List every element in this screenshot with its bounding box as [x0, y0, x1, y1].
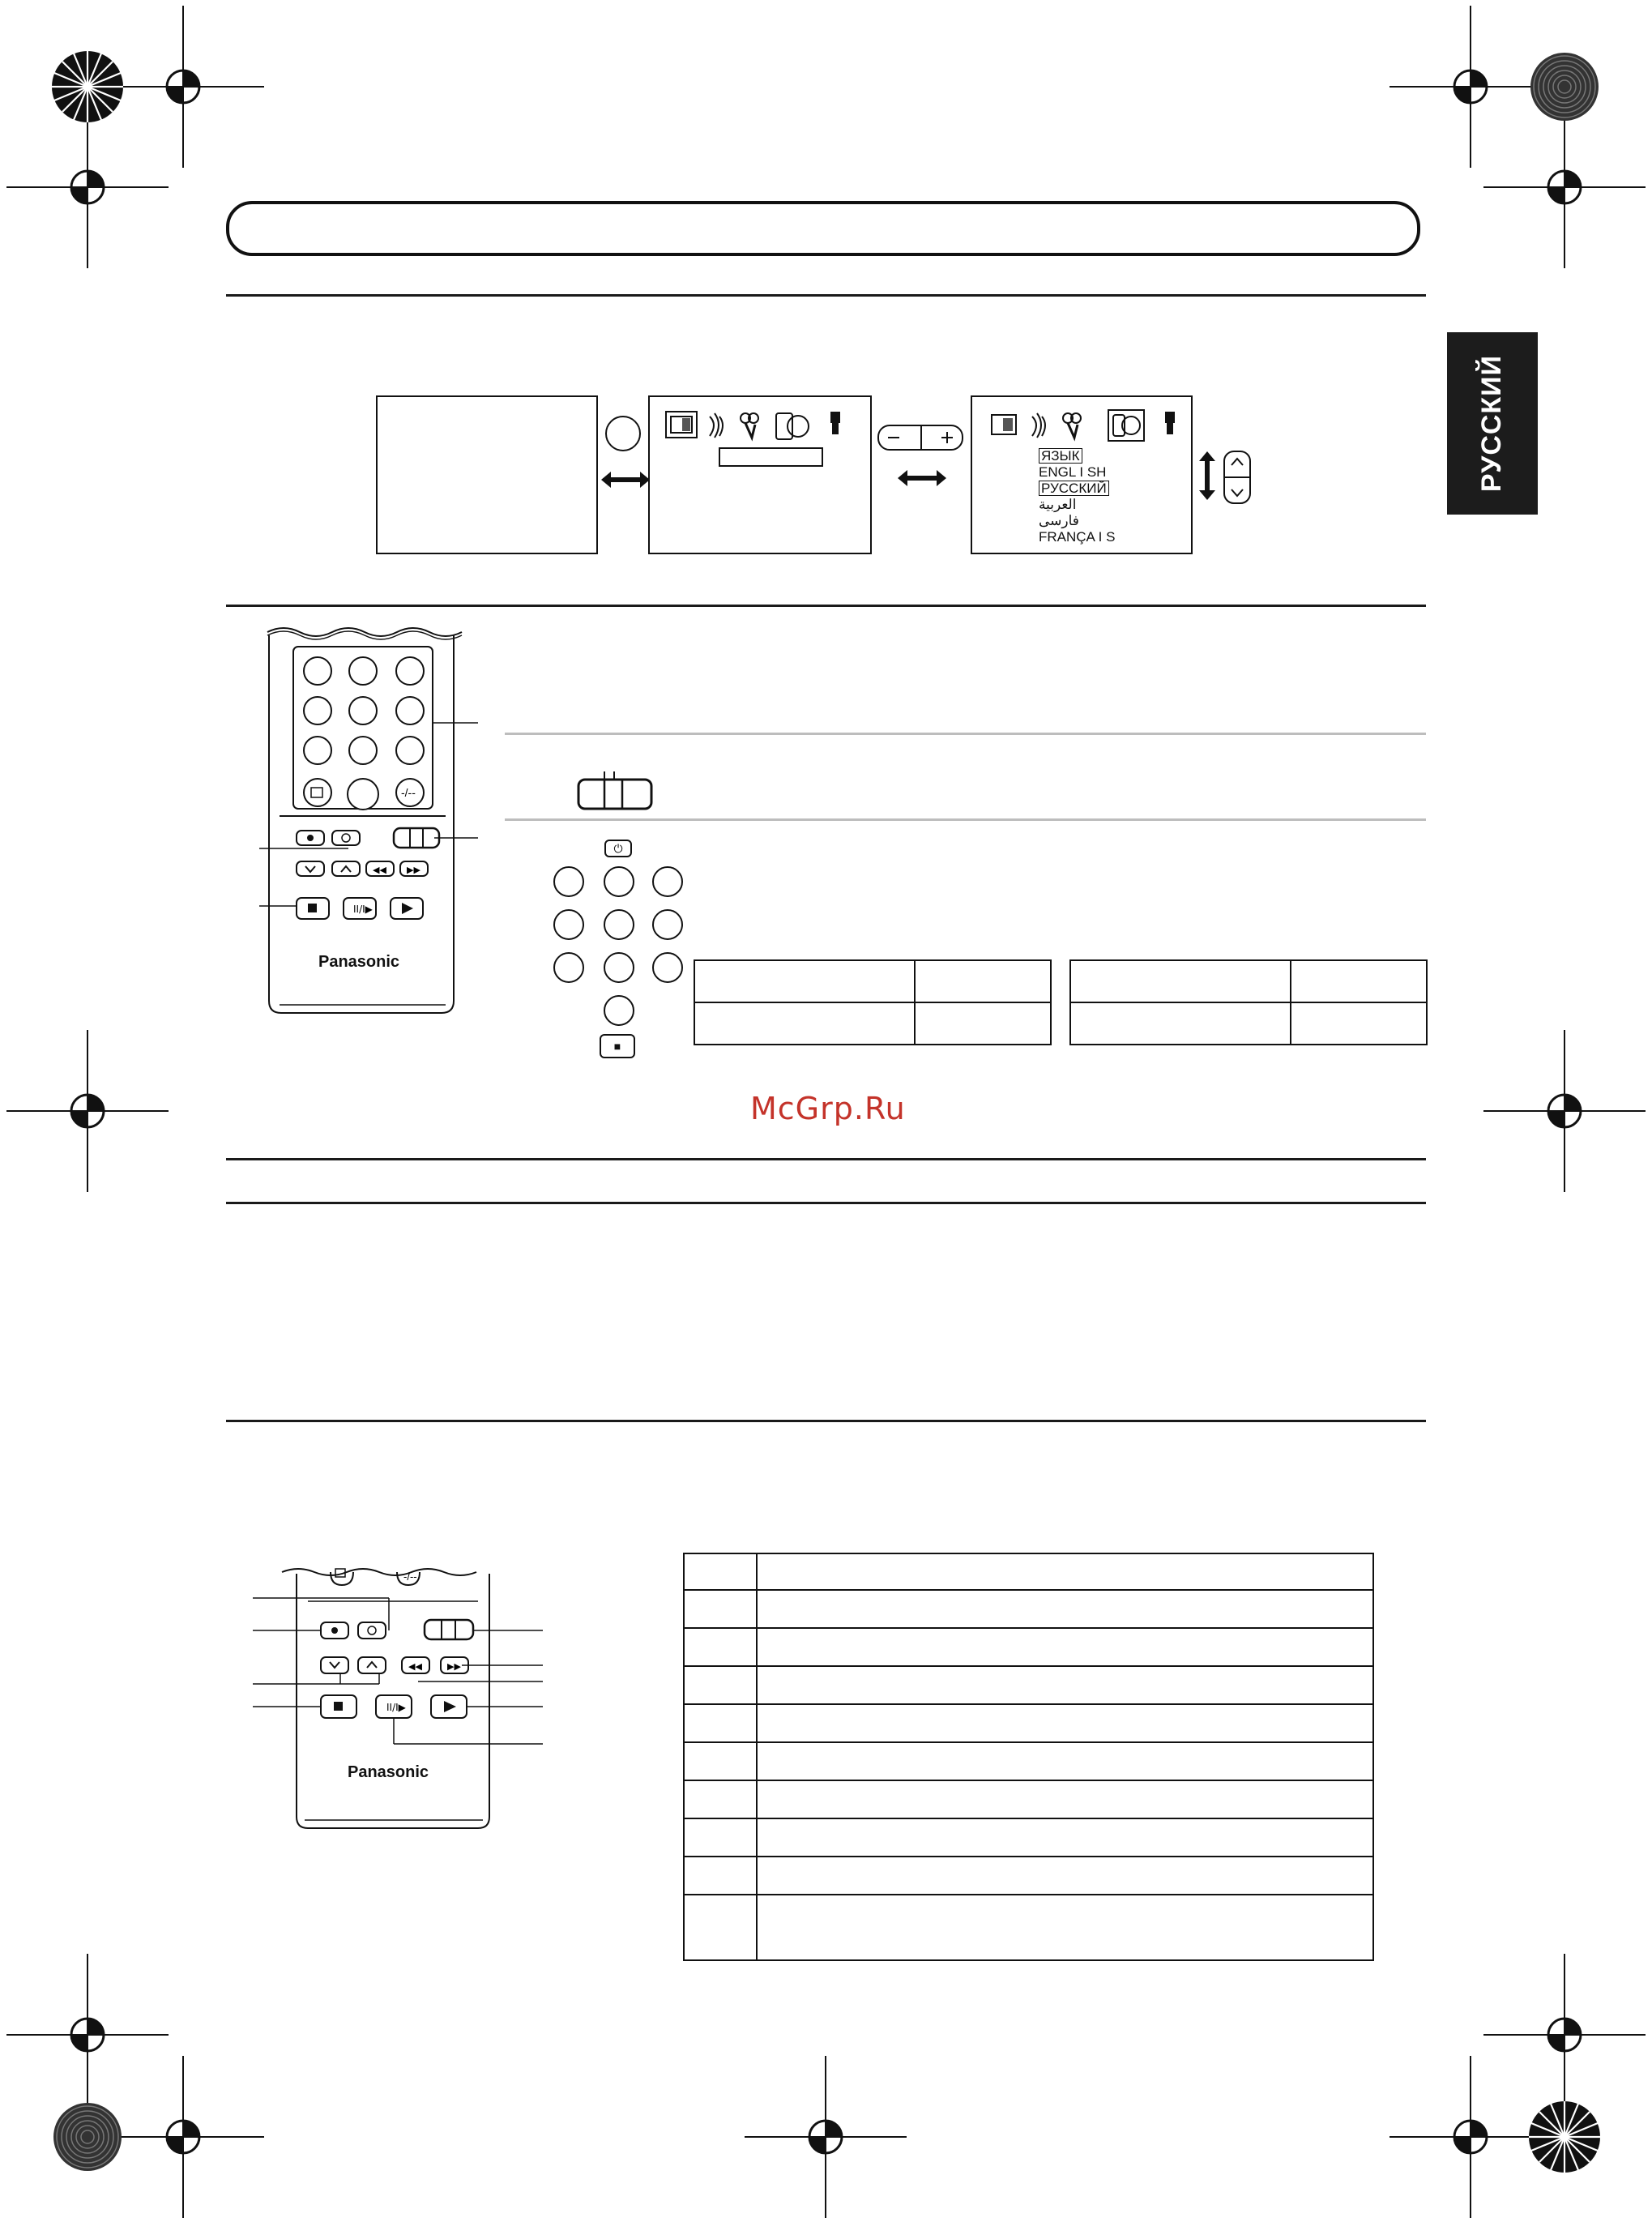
tv-screen-menu	[648, 395, 872, 554]
section-divider	[226, 1420, 1426, 1422]
svg-text:▶▶: ▶▶	[407, 865, 420, 875]
svg-text:▶▶: ▶▶	[447, 1661, 461, 1672]
menu-highlight-bar	[719, 447, 823, 467]
code-table-right	[1069, 959, 1428, 1045]
svg-text:◀◀: ◀◀	[408, 1661, 422, 1672]
grey-divider	[505, 818, 1426, 821]
up-down-button-icon	[1222, 449, 1254, 506]
double-arrow-icon	[896, 468, 948, 488]
standby-button-icon: ⏻	[604, 840, 632, 857]
numpad-button-icon	[652, 909, 683, 940]
svg-text:II/I▶: II/I▶	[353, 904, 373, 915]
numpad-button-icon	[604, 866, 634, 897]
section-divider	[226, 1202, 1426, 1204]
numpad-button-icon	[604, 952, 634, 983]
double-arrow-icon	[600, 470, 651, 489]
section-divider	[226, 294, 1426, 297]
function-table	[683, 1553, 1374, 1961]
language-side-tab-label: РУССКИЙ	[1476, 354, 1508, 493]
stop-button-icon: ■	[600, 1034, 635, 1058]
numpad-button-icon	[553, 952, 584, 983]
numpad-button-icon	[604, 995, 634, 1026]
language-option-farsi[interactable]: فارسی	[1039, 513, 1079, 528]
menu-icons-row	[664, 407, 859, 442]
language-option-arabic[interactable]: العربية	[1039, 497, 1077, 512]
language-list	[1039, 448, 1115, 545]
minus-plus-button-icon	[877, 423, 966, 452]
language-menu-title: ЯЗЫК	[1039, 448, 1082, 464]
tv-screen-blank	[376, 395, 598, 554]
svg-text:◀◀: ◀◀	[373, 865, 386, 875]
language-option-russian[interactable]: РУССКИЙ	[1039, 481, 1109, 496]
section-divider	[226, 1158, 1426, 1160]
menu-icons-row	[987, 407, 1181, 442]
numpad-button-icon	[553, 866, 584, 897]
remote-control-illustration-bottom	[243, 1556, 551, 1831]
menu-button-icon	[605, 416, 641, 451]
numpad-button-icon	[652, 866, 683, 897]
svg-text:II/I▶: II/I▶	[386, 1702, 406, 1713]
svg-text:-/--: -/--	[401, 786, 416, 799]
up-down-arrow-icon	[1197, 450, 1217, 502]
remote-brand-logo: Panasonic	[348, 1763, 429, 1781]
watermark: McGrp.Ru	[750, 1091, 906, 1126]
remote-brand-logo: Panasonic	[318, 953, 400, 971]
code-table-left	[694, 959, 1052, 1045]
title-bar	[226, 201, 1420, 256]
numpad-button-icon	[604, 909, 634, 940]
language-option-english[interactable]: ENGL I SH	[1039, 464, 1107, 480]
tv-vcr-switch-icon	[577, 770, 655, 810]
numpad-button-icon	[553, 909, 584, 940]
numpad-button-icon	[652, 952, 683, 983]
language-option-french[interactable]: FRANÇA I S	[1039, 529, 1116, 545]
language-side-tab	[1447, 332, 1538, 515]
grey-divider	[505, 733, 1426, 735]
section-divider	[226, 605, 1426, 607]
svg-text:-/--: -/--	[403, 1570, 417, 1583]
